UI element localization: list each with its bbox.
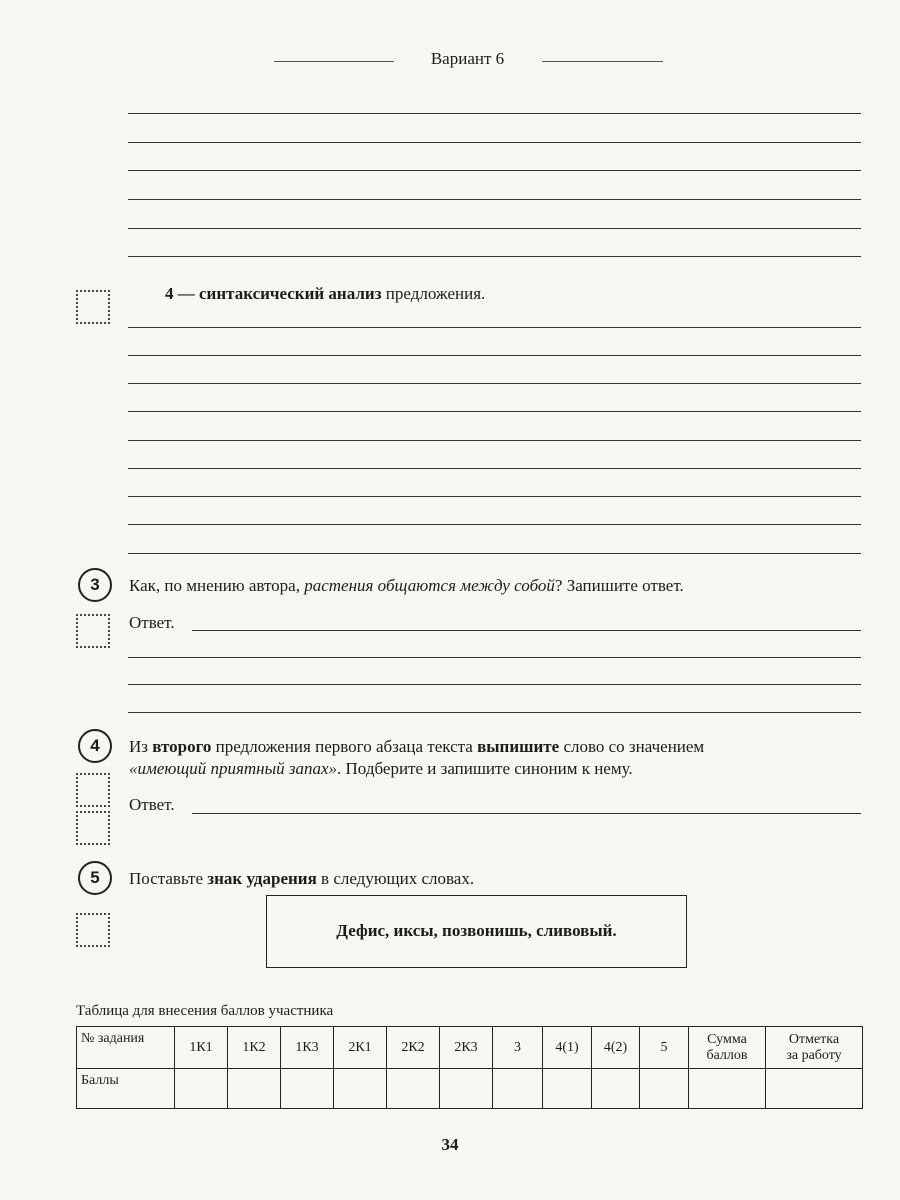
task-3-italic: растения общаются между собой (304, 576, 555, 595)
task-4-italic: «имеющий приятный запах» (129, 759, 338, 778)
page-header-title: Вариант 6 (430, 49, 505, 68)
score-cell[interactable] (387, 1069, 440, 1109)
score-box[interactable] (76, 290, 110, 324)
score-cell[interactable] (543, 1069, 592, 1109)
writing-line[interactable] (128, 684, 861, 685)
sum-label-line: Сумма (707, 1031, 747, 1047)
writing-line[interactable] (128, 468, 861, 469)
table-row-label: Баллы (77, 1069, 175, 1109)
score-box[interactable] (76, 913, 110, 947)
table-header-cell: 2К2 (387, 1027, 440, 1069)
mark-label-line: Отметка (788, 1031, 840, 1047)
page-number: 34 (441, 1135, 459, 1154)
header-rule-left (274, 61, 394, 62)
writing-line[interactable] (128, 383, 861, 384)
table-header-cell: 4(1) (543, 1027, 592, 1069)
task-number-4: 4 (78, 729, 112, 763)
table-header-cell: 1К1 (175, 1027, 228, 1069)
table-header-cell-mark (766, 1027, 863, 1069)
score-table (76, 1026, 863, 1109)
table-header-cell-sum (689, 1027, 766, 1069)
score-cell[interactable] (592, 1069, 640, 1109)
task-5-text-end: в следующих словах. (316, 869, 475, 888)
task-number-3: 3 (78, 568, 112, 602)
table-header-cell: № задания (77, 1027, 175, 1069)
score-cell[interactable] (689, 1069, 766, 1109)
writing-line[interactable] (128, 113, 861, 114)
score-cell[interactable] (766, 1069, 863, 1109)
writing-line[interactable] (128, 355, 861, 356)
task-5-bold: знак ударения (207, 869, 317, 888)
score-box[interactable] (76, 811, 110, 845)
sum-label-line: баллов (706, 1047, 748, 1063)
task-5-text: Поставьте (129, 869, 208, 888)
task-4-text-end: . Подберите и запишите синоним к нему. (337, 759, 633, 778)
answer-label: Ответ. (129, 795, 175, 814)
answer-line[interactable] (192, 813, 861, 814)
table-header-cell: 1К3 (281, 1027, 334, 1069)
score-box[interactable] (76, 614, 110, 648)
score-cell[interactable] (334, 1069, 387, 1109)
writing-line[interactable] (128, 496, 861, 497)
header-rule-right (542, 61, 663, 62)
subtask-bold-text: синтаксический анализ (199, 284, 382, 303)
table-header-cell: 3 (493, 1027, 543, 1069)
writing-line[interactable] (128, 170, 861, 171)
subtask-dash: — (173, 284, 199, 303)
mark-label-line: за работу (786, 1047, 842, 1063)
table-header-cell: 2К1 (334, 1027, 387, 1069)
syntax-analysis-heading (165, 283, 485, 305)
writing-line[interactable] (128, 142, 861, 143)
subtask-number: 4 (165, 284, 174, 303)
score-cell[interactable] (175, 1069, 228, 1109)
table-header-cell: 5 (640, 1027, 689, 1069)
task-4-bold: второго (152, 737, 212, 756)
writing-line[interactable] (128, 440, 861, 441)
score-cell[interactable] (493, 1069, 543, 1109)
task-4-question (129, 736, 861, 780)
writing-line[interactable] (128, 524, 861, 525)
task-4-text: Из (129, 737, 153, 756)
score-box[interactable] (76, 773, 110, 807)
task-4-text: слово со значением (559, 737, 705, 756)
answer-label: Ответ. (129, 613, 175, 632)
table-header-cell: 1К2 (228, 1027, 281, 1069)
score-cell[interactable] (440, 1069, 493, 1109)
task-3-text: Как, по мнению автора, (129, 576, 305, 595)
score-cell[interactable] (228, 1069, 281, 1109)
table-header-cell: 4(2) (592, 1027, 640, 1069)
writing-line[interactable] (128, 712, 861, 713)
task-3-text-end: ? Запишите ответ. (554, 576, 684, 595)
writing-line[interactable] (128, 657, 861, 658)
answer-line[interactable] (192, 630, 861, 631)
task-5-question (129, 868, 474, 890)
writing-line[interactable] (128, 256, 861, 257)
writing-line[interactable] (128, 199, 861, 200)
writing-line[interactable] (128, 411, 861, 412)
score-cell[interactable] (281, 1069, 334, 1109)
task-4-bold: выпишите (477, 737, 560, 756)
task-number-5: 5 (78, 861, 112, 895)
task-5-words-frame: Дефис, иксы, позвонишь, сливовый. (266, 895, 687, 968)
writing-line[interactable] (128, 228, 861, 229)
table-header-row (77, 1027, 863, 1069)
table-row (77, 1069, 863, 1109)
table-header-cell: 2К3 (440, 1027, 493, 1069)
score-cell[interactable] (640, 1069, 689, 1109)
subtask-text: предложения. (381, 284, 486, 303)
writing-line[interactable] (128, 327, 861, 328)
task-3-question (129, 575, 684, 597)
task-4-text: предложения первого абзаца текста (211, 737, 478, 756)
score-table-caption: Таблица для внесения баллов участника (76, 1003, 334, 1019)
writing-line[interactable] (128, 553, 861, 554)
